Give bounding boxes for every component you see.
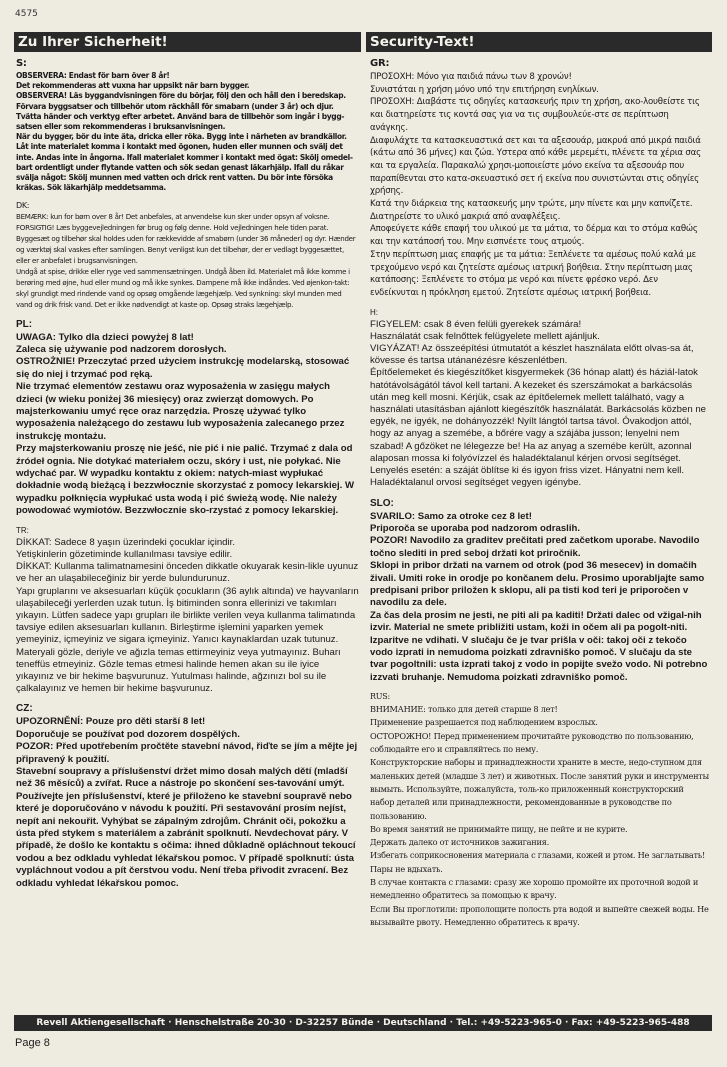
safety-paragraph: Yetişkinlerin gözetiminde kullanılması tavsiye edilir. xyxy=(16,548,233,560)
safety-paragraph: ОСТОРОЖНО! Перед применением прочитайте руководство по пользованию, соблюдайте его и справляйтесь по нему. xyxy=(370,730,694,755)
safety-paragraph: Пары не вдыхать. xyxy=(370,863,443,874)
safety-paragraph: BEMÆRK: kun for børn over 8 år! Det anbefales, at anvendelse kun sker under opsyn af voksne. xyxy=(16,212,330,222)
safety-paragraph: Doporučuje se používat pod dozorem dospělých. xyxy=(16,728,240,740)
footer-address-bar xyxy=(14,1015,712,1031)
safety-paragraph: Przy majsterkowaniu proszę nie jeść, nie pić i nie palić. Trzymać z dala od źródeł ognia. Nie dotykać materiałem oczu, skóry i ust, nie połykać. Nie wdychać par. W wypadku kontaktu z okiem: natych-miast wypłukać dokładnie wodą bieżącą i bezzwłocznie skorzystać z pomocy lekarskiej. W wypadku połknięcia wypłukać usta wodą i pić świeżą wodę. Nie należy powodować wymiotów. Bezzwłocznie sko-rzystać z pomocy lekarskiej. xyxy=(16,443,355,517)
safety-paragraph: Αποφεύγετε κάθε επαφή του υλικού με τα μάτια, το δέρμα και το στόμα καθώς και την κατάποσή του. Μην εισπνέετε τους ατμούς. xyxy=(370,224,698,248)
safety-paragraph: När du bygger, bör du inte äta, dricka eller röka. Bygg inte i närheten av brandkällor. Låt inte materialet komma i kontakt med ögonen, huden eller munnen och svälj det inte. Andas inte in ångorna. Ifall materialet kommer i kontakt med ögat: Skölj omedel-bart ordentligt under flytande vatten och sök sedan genast läkarhjälp. Ifall du råkar svälja något: Skölj munnen med vatten och drick rent vatten. Du bör inte försöka kräkas. Sök läkarhjälp meddetsamma. xyxy=(16,132,353,193)
safety-section-slo xyxy=(370,498,709,685)
safety-paragraph: Применение разрешается под наблюдением взрослых. xyxy=(370,717,598,728)
safety-paragraph: DİKKAT: Kullanma talimatnamesini önceden dikkatle okuyarak kesin-likle uyunuz ve her an ulaşabileceğiniz bir yerde bulundurunuz. xyxy=(16,561,359,585)
language-code: S: xyxy=(16,58,27,69)
language-code: GR: xyxy=(370,58,390,69)
safety-paragraph: POZOR! Navodilo za graditev prečitati pred začetkom uporabe. Navodilo točno slediti in pred seboj držati kot priročnik. xyxy=(370,535,700,559)
safety-paragraph: DİKKAT: Sadece 8 yaşın üzerindeki çocuklar içindir. xyxy=(16,536,235,548)
language-code: PL: xyxy=(16,318,33,330)
safety-section-cz xyxy=(16,703,359,890)
safety-paragraph: FORSIGTIG! Læs byggevejledningen før brug og følg denne. Hold vejledningen hele tiden parat. Byggesæt og tilbehør skal holdes uden for rækkevidde af smabørn (under 36 måneder) og dyr. Hænder og værktøj skal vaskes efter samlingen. Benyt venligst kun det tilbehør, der er vedlagt byggesættet, eller er anbefalet i brugsanvisningen. xyxy=(16,223,356,266)
safety-paragraph: Det rekommenderas att vuxna har uppsikt när barn bygger. xyxy=(16,81,250,91)
safety-paragraph: Κατά την διάρκεια της κατασκευής μην τρώτε, μην πίνετε και μην καπνίζετε. Διατηρείστε το υλικό μακριά από αναφλέξεις. xyxy=(370,199,693,222)
safety-section-h xyxy=(370,308,709,490)
safety-paragraph: OSTROŻNIE! Przeczytać przed użyciem instrukcję modelarską, stosować się do niej i trzymać pod ręką. xyxy=(16,356,350,380)
safety-section-gr xyxy=(370,58,709,300)
document-number: 4575 xyxy=(15,9,38,19)
safety-paragraph: В случае контакта с глазами: сразу же хорошо промойте их проточной водой и немедленно обратитесь за помощью к врачу. xyxy=(370,877,699,901)
right-column xyxy=(370,58,709,995)
header-title-right: Security-Text! xyxy=(370,34,475,50)
safety-paragraph: ВНИМАНИЕ: только для детей старше 8 лет! xyxy=(370,704,558,715)
safety-paragraph: OBSERVERA! Läs byggandvisningen före du börjar, följ den och håll den i beredskap. Förvara byggsatser och tillbehör utom räckhåll för smabarn (under 3 år) och djur. Tvätta händer och verktyg efter arbetet. Använd bara de tillbehör som ingår i bygg-satsen eller som rekommenderas i bruksanvisningen. xyxy=(16,91,346,132)
safety-paragraph: ΠΡΟΣΟΧΗ: Μόνο για παιδιά πάνω των 8 χρονών! xyxy=(370,72,572,82)
safety-paragraph: UPOZORNĚNÍ: Pouze pro děti starší 8 let! xyxy=(16,716,206,728)
safety-section-tr xyxy=(16,526,359,696)
safety-paragraph: Undgå at spise, drikke eller ryge ved sammensætningen. Undgå åben ild. Materialet må ikke komme i berøring med øjne, hud eller mund og må ikke synkes. Dampene må ikke indåndes. Ved øjenkon-takt: skyl grundigt med rindende vand og opsøg omgående lægehjælp. Ved synkning: skyl munden med vand og drik frisk vand. Det er ikke nødvendigt at kaste op. Opsøg straks lægehjælp. xyxy=(16,266,350,309)
safety-section-s xyxy=(16,58,359,193)
safety-section-rus xyxy=(370,692,709,929)
language-code: H: xyxy=(370,307,378,317)
safety-paragraph: VIGYÁZAT! Az összeépítési útmutatót a készlet használata előtt olvas-sa át, kövesse és tartsa utánanézésre készenlétben. xyxy=(370,343,694,367)
safety-paragraph: OBSERVERA: Endast för barn över 8 år! xyxy=(16,71,170,80)
footer-address: Revell Aktiengesellschaft · Henschelstraße 20-30 · D-32257 Bünde · Deutschland · Tel.: +49-5223-965-0 · Fax: +49-5223-965-488 xyxy=(36,1018,690,1028)
safety-paragraph: UWAGA: Tylko dla dzieci powyżej 8 lat! xyxy=(16,331,194,343)
language-code: RUS: xyxy=(370,692,390,702)
safety-paragraph: Держать далеко от источников зажигания. xyxy=(370,837,549,848)
safety-paragraph: Στην περίπτωση μιας επαφής με τα μάτια: Ξεπλένετε τα αμέσως πολύ καλά με τρεχούμενο νερό και ζητείστε αμέσως ιατρική βοήθεια. Στην περίπτωση μιας κατάποσης: Ξεπλένετε το στόμα με νερό και πίνετε φρέσκο νερό. Δεν ενδείκνυται η πρόκληση εμετού. Ζητείστε αμέσως ιατρική βοήθεια. xyxy=(370,249,696,298)
left-column xyxy=(16,58,359,995)
safety-section-dk xyxy=(16,201,359,310)
page-number: Page 8 xyxy=(15,1037,50,1049)
safety-paragraph: Za čas dela prosim ne jesti, ne piti ali pa kaditi! Držati dalec od vžigal-nih izvir. Material ne smete približiti ustam, koži in očem ali pa pogolt-niti. Izparitve ne vdihati. V slučaju če je tvar prišla v oči: takoj oči z tekočo vodo izprati in nemudoma poizkati zdravniško pomoč. V slučaju da ste tvar pogoltnili: usta izprati takoj z vodo in popijte svežo vodo. Ni potrebno izzvati bruhanje. Nemudoma poizkati zdravniško pomoč. xyxy=(370,609,708,683)
safety-paragraph: FIGYELEM: csak 8 éven felüli gyerekek számára! xyxy=(370,318,582,330)
safety-paragraph: Zaleca się używanie pod nadzorem dorosłych. xyxy=(16,344,227,355)
safety-paragraph: Избегать соприкосновения материала с глазами, кожей и ртом. Не заглатывать! xyxy=(370,850,705,861)
safety-paragraph: Во время занятий не принимайте пищу, не пейте и не курите. xyxy=(370,823,628,834)
safety-paragraph: Συνιστάται η χρήση μόνο υπό την επιτήρηση ενηλίκων. xyxy=(370,84,599,95)
safety-paragraph: Конструкторские наборы и принадлежности храните в месте, недо-ступном для маленьких детей (младше 3 лет) и животных. После занятий руки и инструменты вымыть. Используйте, пожалуйста, толь-ко приложенный конструкторский набор деталей или принадлежности, рекомендованные в руководстве по пользованию. xyxy=(370,757,709,821)
safety-paragraph: Если Вы проглотили: прополощите полость рта водой и выпейте свежей воды. Не вызывайте рвоту. Немедленно обратитесь к врачу. xyxy=(370,903,709,927)
safety-paragraph: Nie trzymać elementów zestawu oraz wyposażenia w zasięgu małych dzieci (w wieku poniżej 36 miesięcy) oraz zwierząt domowych. Po majsterkowaniu umyć ręce oraz narzędzia. Proszę używać tylko wyposażenia należącego do zestawu lub wyposażenia zalecanego przez instrukcję montażu. xyxy=(16,381,345,442)
language-code: TR: xyxy=(16,525,29,535)
safety-paragraph: Sklopi in pribor držati na varnem od otrok (pod 36 mesecev) in domačih živali. Umiti roke in orodje po končanem delu. Prosimo uporabljajte samo predpisani pribor priložen k sklopu, ali pa tisti kod teri je priporočen v navodilu za dele. xyxy=(370,560,705,609)
header-bar-left xyxy=(14,32,361,52)
language-code: SLO: xyxy=(370,497,394,509)
safety-paragraph: Használatát csak felnőttek felügyelete mellett ajánljuk. xyxy=(370,330,600,342)
safety-paragraph: Építőelemeket és kiegészítőket kisgyermekek (36 hónap alatt) és háziál-latok hatótávolságától távol kell tartani. A kezeket és szerszámokat a barkácsolás után meg kell mosni. Kérjük, csak az építőelemek mellett található, vagy a használati utasításban ajánlott kiegészítők használatát. Barkácsolás közben ne egyék, ne igyék, ne dohányozzék! Nyílt lángtól tartsa távol. Óvakodjon attól, hogy az anyag a szemébe, a bőrére vagy a szájába jusson; lenyelni nem szabad! A gőzöket ne lélegezze be! Ha az anyag a szemébe került, azonnal alaposan mossa ki folyóvízzel és haladéktalanul kérjen orvosi segítséget. Lenyelés esetén: a száját öblítse ki és igyon friss vizet. Hányatni nem kell. Haladéktalanul orvosi segítséget vegyen igénybe. xyxy=(370,367,706,489)
safety-paragraph: Διαφυλάχτε τα κατασκευαστικά σετ και τα αξεσουάρ, μακρυά από μικρά παιδιά (κάτω από 36 μήνες) και ζώα. Υστερα από κάθε μερεμέτι, πλένετε τα χέρια σας και τα εργαλεία. Παρακαλώ χρησι-μοποιείστε μόνο εκείνα τα αξεσουάρ που παραπίθενται στο κατα-σκευαστικό σετ ή εκείνα που συνιστώνται στις οδηγίες χρήσης. xyxy=(370,135,701,197)
safety-section-pl xyxy=(16,319,359,518)
safety-paragraph: SVARILO: Samo za otroke cez 8 let! xyxy=(370,510,532,522)
header-bar-right xyxy=(366,32,712,52)
safety-paragraph: Stavební soupravy a příslušenství držet mimo dosah malých dětí (mladší než 36 měsíců) a zvířat. Ruce a nástroje po skončení ses-tavování umýt. Používejte jen příslušenství, které je přiloženo ke stavební soupravě nebo které je doporučováno v návodu k použití. Při sestavování prosím nejíst, nepít ani nekouřit. Vyhýbat se zápalným zdrojům. Chránit oči, pokožku a ústa před stykem s materiálem a zabránit spolknutí. Nevdechovat páry. V případě, že došlo ke kontaktu s očima: ihned důkladně opláchnout tekoucí vodou a bez odkladu vyhledat lékařskou pomoc. V případě spolknutí: ústa vypláchnout vodou a pít čerstvou vodu. Není třeba přivodit zvracení. Bez odkladu vyhledat lékařskou pomoc. xyxy=(16,765,356,889)
safety-paragraph: POZOR: Před upotřebením pročtěte stavební návod, řiďte se jím a mějte jej připravený k použití. xyxy=(16,741,358,765)
safety-paragraph: Yapı gruplarını ve aksesuarları küçük çocukların (36 aylık altında) ve hayvanların ulaşabileceği yerlerden uzak tutun. İş bitiminden sonra ellerinizi ve takımları yıkayın. Lütfen sadece yapı grupları ile birlikte verilen veya kullanma talimatında tavsiye edilen aksesuarları kullanın. Birleştirme işlemini yaparken yemek yemeyiniz, içmeyiniz ve sigara içmeyiniz. Yanıcı kaynaklardan uzak tutunuz. Materyali gözle, deriyle ve ağızla temas ettirmeyiniz veya yutmayınız. Buharı teneffüs etmeyiniz. Gözle temas etmesi halinde hemen akan su ile iyice yıkayınız ve bir hekime başvurunuz. Yutulması halinde, ağzınızı bol su ile çalkalayınız ve hemen bir hekime başvurunuz. xyxy=(16,585,359,695)
language-code: DK: xyxy=(16,201,30,211)
safety-paragraph: ΠΡΟΣΟΧΗ: Διαβάστε τις οδηγίες κατασκευής πριν τη χρήση, ακο-λουθείστε τις και διατηρείστε τις κοντά σας για να τις συμβουλεύε-στε σε περίπτωση ανάγκης. xyxy=(370,97,700,133)
language-code: CZ: xyxy=(16,703,33,715)
safety-paragraph: Priporoča se uporaba pod nadzorom odraslih. xyxy=(370,522,581,534)
header-title-left: Zu Ihrer Sicherheit! xyxy=(18,34,168,50)
